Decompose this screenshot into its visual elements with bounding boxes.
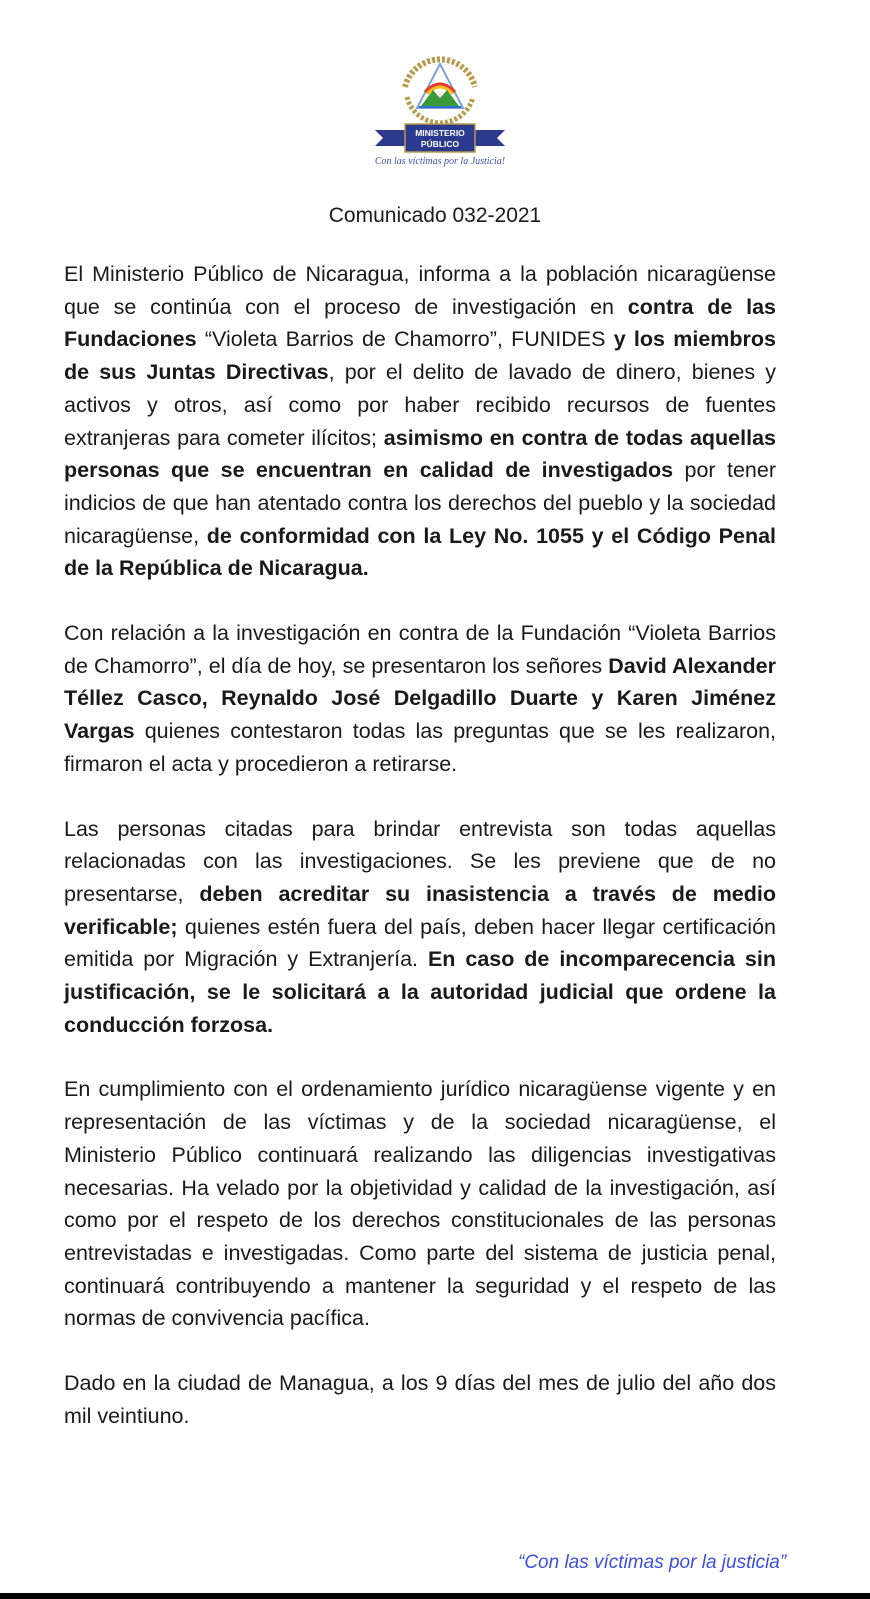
text: “Violeta Barrios de Chamorro”, FUNIDES xyxy=(196,327,614,352)
bold-text: contra de las Fundaciones xyxy=(64,294,776,352)
paragraph xyxy=(64,617,776,781)
text: El Ministerio Público de Nicaragua, informa a la población nicaragüense que se continúa con el proceso de investigación en xyxy=(64,262,776,319)
bold-text: En caso de incomparecencia sin justificación, se le solicitará a la autoridad judicial que ordene la conducción forzosa. xyxy=(64,947,776,1037)
bold-text: de conformidad con la Ley No. 1055 y el Código Penal de la República de Nicaragua. xyxy=(64,523,777,581)
paragraph xyxy=(64,813,776,1042)
text: En cumplimiento con el ordenamiento jurídico nicaragüense vigente y en representación de las víctimas y de la sociedad nicaragüense, el Ministerio Público continuará realizando las diligencias investigativas necesarias. Ha velado por la objetividad y calidad de la investigación, así como por el respeto de los derechos constitucionales de las personas entrevistadas e investigadas. Como parte del sistema de justicia penal, continuará contribuyendo a mantener la seguridad y el respeto de las normas de convivencia pacífica. xyxy=(64,1077,776,1331)
bold-text: y los miembros de sus Juntas Directivas xyxy=(64,327,776,385)
text: Dado en la ciudad de Managua, a los 9 días del mes de julio del año dos mil veintiuno. xyxy=(64,1371,776,1428)
ministerio-publico-logo xyxy=(355,52,525,167)
footer-motto: “Con las víctimas por la justicia” xyxy=(518,1552,787,1573)
bottom-bar xyxy=(0,1593,870,1599)
text: quienes contestaron todas las preguntas que se les realizaron, firmaron el acta y procedieron a retirarse. xyxy=(64,719,776,776)
communique-title: Comunicado 032-2021 xyxy=(328,204,542,227)
bold-text: asimismo en contra de todas aquellas personas que se encuentran en calidad de investigados xyxy=(64,425,777,483)
text: por tener indicios de que han atentado contra los derechos del pueblo y la sociedad nicaragüense, xyxy=(64,458,776,548)
svg-text:Con las víctimas por la Justic: Con las víctimas por la Justicia! xyxy=(374,156,506,167)
svg-text:PÚBLICO: PÚBLICO xyxy=(420,139,460,149)
text: , por el delito de lavado de dinero, bienes y activos y otros, así como por haber recibido recursos de fuentes extranjeras para cometer ilícitos; xyxy=(64,360,776,450)
paragraph xyxy=(64,258,776,585)
bold-text: David Alexander Téllez Casco, Reynaldo José Delgadillo Duarte y Karen Jiménez Vargas xyxy=(64,653,777,744)
text: Con relación a la investigación en contra de la Fundación “Violeta Barrios de Chamorro”, el día de hoy, se presentaron los señores xyxy=(64,621,776,678)
svg-text:MINISTERIO: MINISTERIO xyxy=(415,128,465,138)
paragraph xyxy=(64,1367,776,1432)
communique-body xyxy=(64,258,776,1465)
text: quienes estén fuera del país, deben hacer llegar certificación emitida por Migración y Extranjería. xyxy=(64,914,776,972)
paragraph xyxy=(64,1073,776,1335)
bold-text: deben acreditar su inasistencia a través de medio verificable; xyxy=(64,881,777,939)
text: Las personas citadas para brindar entrevista son todas aquellas relacionadas con las investigaciones. Se les previene que de no presentarse, xyxy=(64,816,776,906)
